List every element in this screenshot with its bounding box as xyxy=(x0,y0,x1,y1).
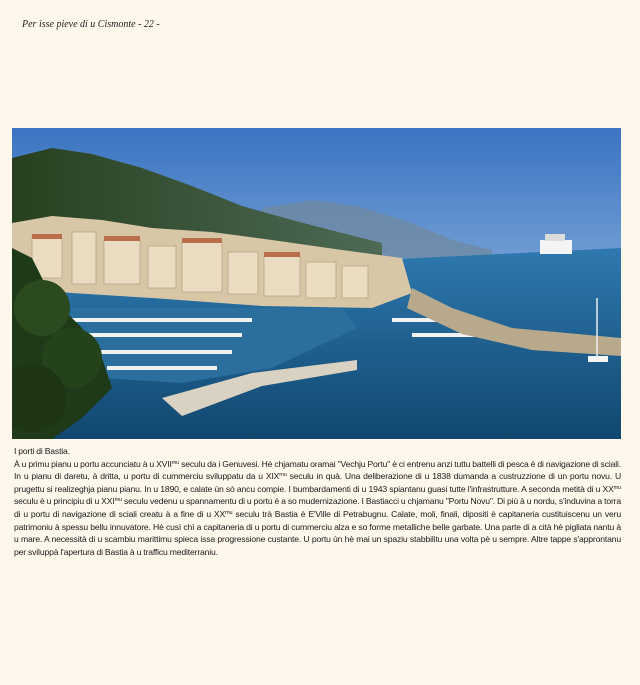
bastia-harbor-image xyxy=(12,128,621,439)
harbor-photo xyxy=(12,128,621,439)
running-header: Per isse pieve di u Cismonte - 22 - xyxy=(22,19,160,30)
caption-body: À u primu pianu u portu accunciatu à u $XVII^{mu}$ seculu da i Genuvesi. Hè chjamatu oramai "Vechju Portu" è ci entrenu anzi tuttu battelli di pesca è di navigazione di sciali. In u pianu di daretu, à dritta, u portu di cummerciu sviluppatu da u $XIX^{mu}$ seculu in quà. Una deliberazione di u 1838 dumanda a custruzzione di un portu novu. U prugettu si realizeghja pianu pianu. In u 1890, e calate ùn sò ancu compie. I bumbardamenti di u 1943 spiantanu guasi tutte l'infrastrutture. A seconda metità di u $XX^{mu}$ seculu è u principiu di u $XXI^{mu}$ seculu vedenu u spannamentu di u portu è a so mudernizazione. I Bastiacci u chjamanu "Portu Novu". Di più à u nordu, s'induvina a torra di u portu di navigazione di sciali creatu à a fine di u $XX^{mu}$ seculu trà Bastia è E'Ville di Petrabugnu. Calate, moli, finali, dipositi è capitaneria custituiscenu un veru patrimoniu à spessu bellu innuvatore. Hè cusì chì a capitaneria di u portu di cummerciu alza e so forme metalliche belle garbate. Una parte di a cità hè pigliata nantu à u mare. A necessità di u scambiu marittimu spieca issa progressione custante. U portu ùn hè mai un spaziu stabbilitu una volta pè u sempre. Altre tappe s'approntanu per sviluppà l'apertura di Bastia à u trafficu mediterraniu. xyxy=(14,458,622,557)
caption-title: I porti di Bastia. xyxy=(14,446,70,456)
photo-caption xyxy=(14,445,621,558)
